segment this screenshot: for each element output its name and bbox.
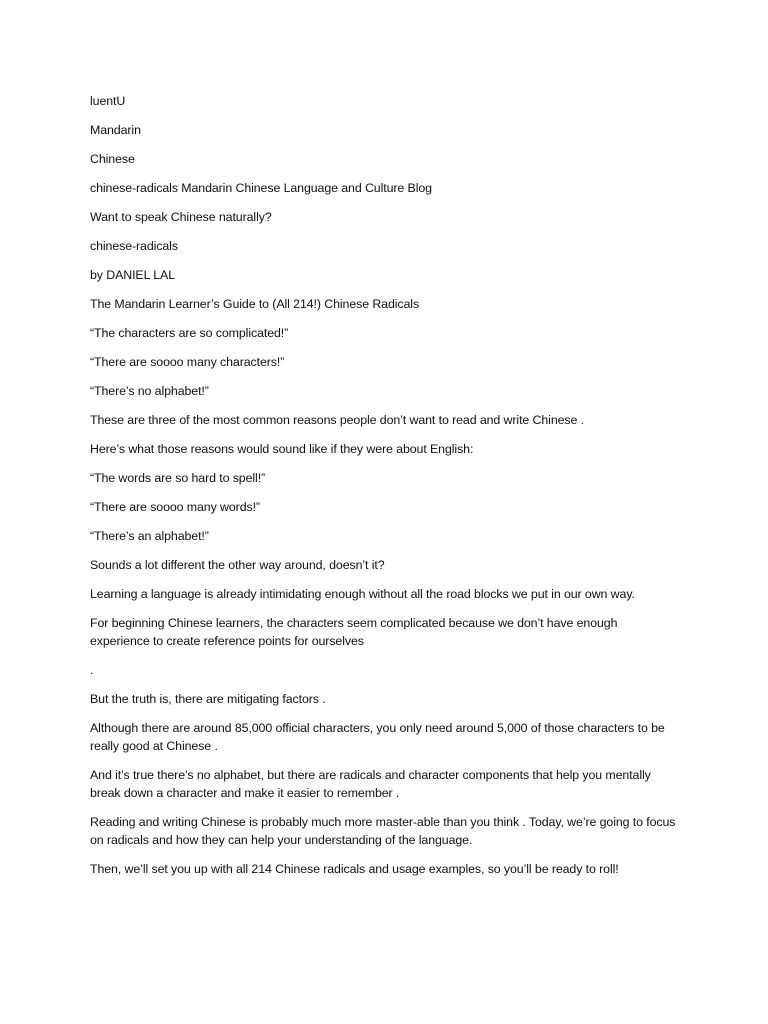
paragraph: Learning a language is already intimidating enough without all the road blocks we put in our own way. — [90, 587, 635, 601]
quote-line: “The characters are so complicated!” — [90, 326, 289, 340]
paragraph: And it’s true there’s no alphabet, but there are radicals and character components that help you mentally break down a character and make it easier to remember . — [90, 768, 651, 800]
paragraph: Although there are around 85,000 official characters, you only need around 5,000 of those characters to be really good at Chinese . — [90, 721, 665, 753]
quote-line: “The words are so hard to spell!” — [90, 471, 266, 485]
text-line-tagline: Want to speak Chinese naturally? — [90, 210, 272, 224]
paragraph: But the truth is, there are mitigating factors . — [90, 692, 326, 706]
paragraph: Then, we’ll set you up with all 214 Chinese radicals and usage examples, so you’ll be ready to roll! — [90, 862, 619, 876]
quote-line: “There are soooo many characters!” — [90, 355, 285, 369]
quote-line: “There’s no alphabet!” — [90, 384, 209, 398]
text-line-brand: luentU — [90, 94, 126, 108]
text-line-slug: chinese-radicals — [90, 239, 178, 253]
text-line-mandarin: Mandarin — [90, 123, 141, 137]
paragraph: For beginning Chinese learners, the characters seem complicated because we don’t have enough experience to create reference points for ourselves — [90, 616, 618, 648]
document-body — [90, 92, 680, 889]
paragraph: Here’s what those reasons would sound like if they were about English: — [90, 442, 474, 456]
paragraph-period: . — [90, 663, 94, 677]
article-title: The Mandarin Learner’s Guide to (All 214!) Chinese Radicals — [90, 297, 420, 311]
quote-line: “There are soooo many words!” — [90, 500, 260, 514]
text-line-chinese: Chinese — [90, 152, 135, 166]
paragraph: Reading and writing Chinese is probably much more master-able than you think . Today, we’re going to focus on radicals and how they can help your understanding of the language. — [90, 815, 676, 847]
quote-line: “There’s an alphabet!” — [90, 529, 209, 543]
paragraph: Sounds a lot different the other way around, doesn’t it? — [90, 558, 385, 572]
paragraph: These are three of the most common reasons people don’t want to read and write Chinese . — [90, 413, 584, 427]
text-line-author: by DANIEL LAL — [90, 268, 176, 282]
text-line-blog-title: chinese-radicals Mandarin Chinese Language and Culture Blog — [90, 181, 432, 195]
